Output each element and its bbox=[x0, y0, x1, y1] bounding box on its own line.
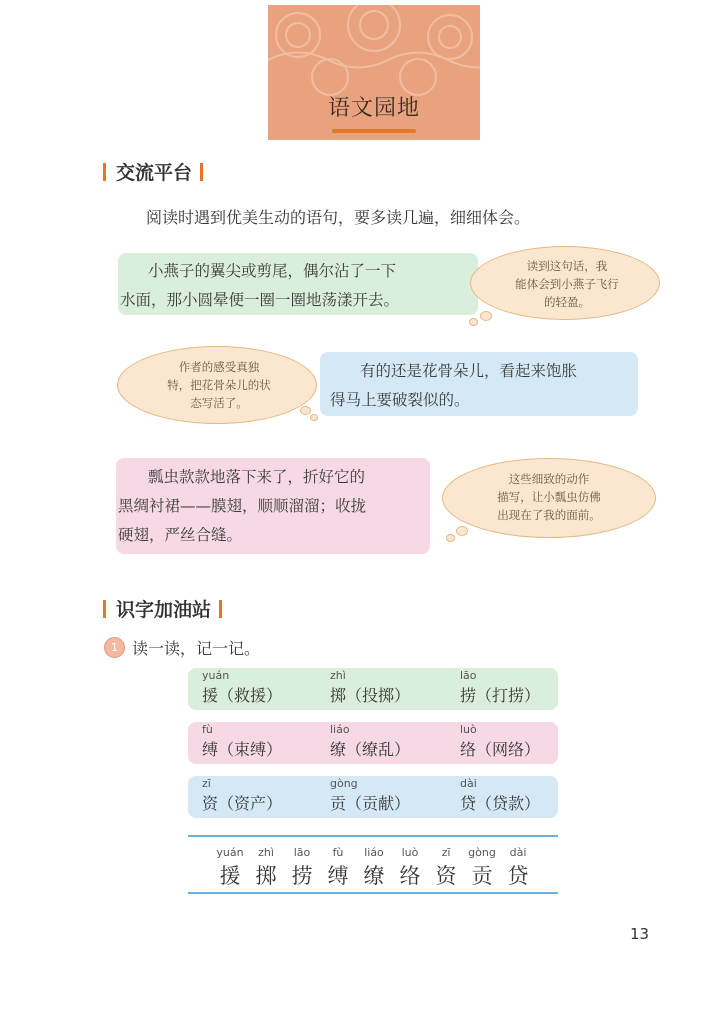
char-entry: fù 缚（束缚） bbox=[202, 723, 283, 759]
char-row bbox=[188, 776, 558, 818]
char-entry: lāo 捞（打捞） bbox=[460, 669, 541, 705]
word-char: dài 贷 bbox=[507, 846, 529, 888]
char-entry: zhì 掷（投掷） bbox=[330, 669, 411, 705]
cloud-puff bbox=[300, 406, 311, 415]
number-badge-icon: 1 bbox=[104, 637, 125, 658]
section-heading-exchange: 交流平台 bbox=[103, 158, 203, 185]
char-entry: liáo 缭（缭乱） bbox=[330, 723, 411, 759]
quote-box bbox=[116, 458, 430, 554]
title-underline bbox=[332, 129, 416, 133]
header-banner bbox=[268, 5, 480, 140]
word-char: gòng 贡 bbox=[468, 846, 496, 888]
char-entry: luò 络（网络） bbox=[460, 723, 541, 759]
word-char: zī 资 bbox=[435, 846, 457, 888]
exchange-intro: 阅读时遇到优美生动的语句，要多读几遍，细细体会。 bbox=[146, 208, 531, 227]
word-char: luò 络 bbox=[399, 846, 421, 888]
quote-line: 黑绸衬裙——膜翅，顺顺溜溜；收拢 bbox=[118, 497, 367, 515]
quote-box bbox=[118, 253, 478, 315]
cloud-puff bbox=[480, 311, 492, 321]
task-title: 读一读，记一记。 bbox=[132, 639, 261, 658]
word-char: fù 缚 bbox=[327, 846, 349, 888]
thought-cloud: 这些细致的动作 描写，让小瓢虫仿佛 出现在了我的面前。 bbox=[442, 458, 656, 538]
char-entry: dài 贷（贷款） bbox=[460, 777, 541, 813]
char-entry: zī 资（资产） bbox=[202, 777, 283, 813]
char-row bbox=[188, 668, 558, 710]
divider-line bbox=[188, 835, 558, 837]
quote-line: 小燕子的翼尖或剪尾，偶尔沾了一下 bbox=[148, 262, 397, 280]
divider-line bbox=[188, 892, 558, 894]
char-entry: gòng 贡（贡献） bbox=[330, 777, 411, 813]
word-char: liáo 缭 bbox=[363, 846, 385, 888]
cloud-puff bbox=[446, 534, 455, 542]
char-entry: yuán 援（救援） bbox=[202, 669, 283, 705]
cloud-puff bbox=[469, 318, 478, 326]
word-char: yuán 援 bbox=[216, 846, 244, 888]
page-title: 语文园地 bbox=[327, 96, 420, 121]
quote-line: 硬翅，严丝合缝。 bbox=[118, 526, 243, 544]
quote-box bbox=[320, 352, 638, 416]
char-row bbox=[188, 722, 558, 764]
quote-line: 有的还是花骨朵儿，看起来饱胀 bbox=[360, 362, 578, 380]
page-number: 13 bbox=[630, 925, 650, 943]
quote-line: 水面，那小圆晕便一圈一圈地荡漾开去。 bbox=[120, 291, 400, 309]
quote-line: 得马上要破裂似的。 bbox=[330, 391, 470, 409]
cloud-puff bbox=[456, 526, 468, 536]
section-heading-literacy: 识字加油站 bbox=[103, 595, 222, 622]
word-char: lāo 捞 bbox=[291, 846, 313, 888]
cloud-puff bbox=[310, 414, 318, 421]
thought-cloud: 作者的感受真独 特，把花骨朵儿的状 态写活了。 bbox=[117, 346, 317, 424]
quote-line: 瓢虫款款地落下来了，折好它的 bbox=[148, 468, 366, 486]
thought-cloud: 读到这句话，我 能体会到小燕子飞行 的轻盈。 bbox=[470, 246, 660, 320]
word-char: zhì 掷 bbox=[255, 846, 277, 888]
